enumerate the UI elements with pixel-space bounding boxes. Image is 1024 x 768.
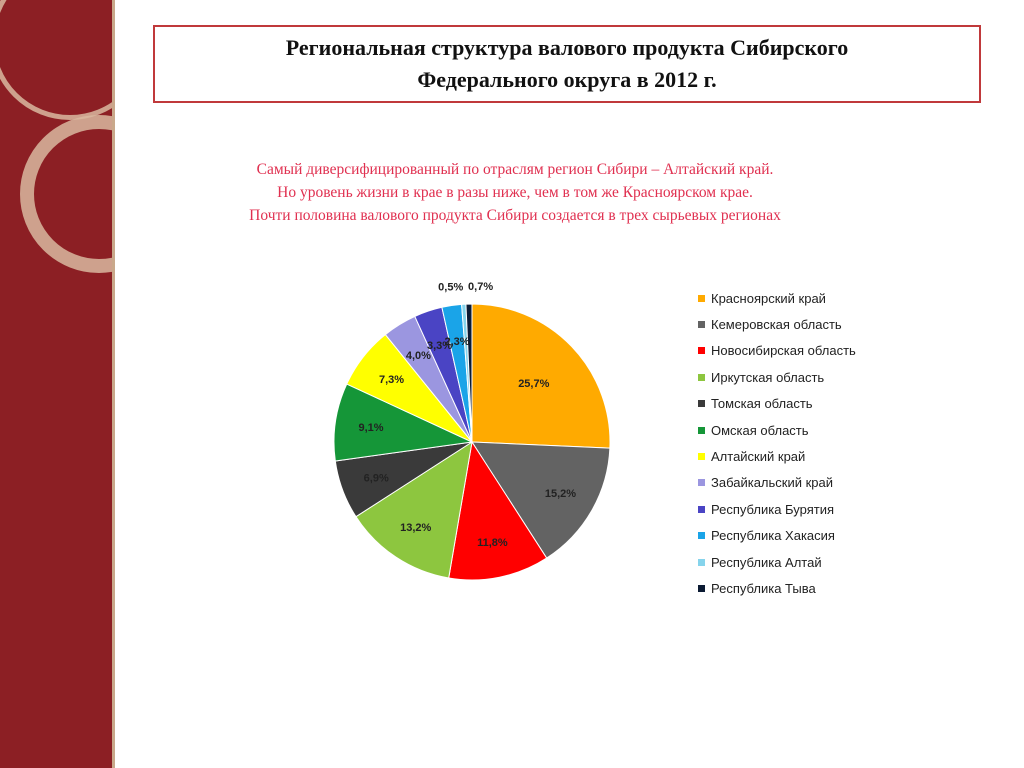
legend-swatch [698, 400, 705, 407]
legend-item-khakassia [698, 523, 856, 549]
legend-label: Иркутская область [711, 369, 825, 385]
legend-swatch [698, 585, 705, 592]
legend-swatch [698, 479, 705, 486]
legend-item-zabaikalsky [698, 470, 856, 496]
legend-item-omsk [698, 417, 856, 443]
legend-item-irkutsk [698, 364, 856, 390]
legend-label: Забайкальский край [711, 475, 834, 491]
pie-label-zabaikalsky: 4,0% [405, 350, 431, 363]
legend-item-buryatia [698, 496, 856, 522]
sidebar-divider [112, 0, 115, 768]
pie-label-kemerovo: 15,2% [544, 487, 577, 500]
legend-label: Омская область [711, 422, 809, 438]
legend-swatch [698, 532, 705, 539]
legend-item-tuva [698, 575, 856, 601]
decorative-ring [0, 0, 112, 120]
legend-label: Республика Хакасия [711, 528, 835, 544]
pie-chart [300, 250, 630, 610]
slide-note-line-2: Но уровень жизни в крае в разы ниже, чем в том же Красноярском крае. [277, 184, 753, 201]
pie-label-omsk: 9,1% [358, 422, 384, 434]
legend-label: Кемеровская область [711, 317, 842, 333]
pie-slice-krasnoyarsk [472, 304, 610, 448]
pie-label-irkutsk: 13,2% [400, 522, 432, 535]
pie-label-khakassia: 2,3% [444, 336, 470, 348]
legend-item-tomsk [698, 391, 856, 417]
legend-swatch [698, 453, 705, 460]
slide-note [200, 158, 830, 227]
pie-label-altai-republic: 0,5% [438, 281, 464, 294]
legend-label: Республика Тыва [711, 580, 816, 596]
legend-swatch [698, 427, 705, 434]
decorative-ring [20, 115, 112, 273]
legend-label: Красноярский край [711, 290, 826, 306]
chart-legend [698, 285, 856, 602]
legend-label: Новосибирская область [711, 343, 856, 359]
slide-note-line-1: Самый диверсифицированный по отраслям регион Сибири – Алтайский край. [256, 161, 774, 178]
legend-item-krasnoyarsk [698, 285, 856, 311]
pie-label-krasnoyarsk: 25,7% [518, 377, 550, 390]
slide-title-line-1: Региональная структура валового продукта Сибирского [285, 35, 849, 60]
legend-swatch [698, 347, 705, 354]
pie-label-tomsk: 6,9% [363, 472, 389, 485]
slide-note-line-3: Почти половина валового продукта Сибири создается в трех сырьевых регионах [249, 207, 781, 224]
slide-title-box [153, 25, 981, 103]
pie-label-tuva: 0,7% [468, 281, 494, 293]
pie-label-altai-krai: 7,3% [378, 374, 405, 387]
decorative-sidebar [0, 0, 112, 768]
legend-item-novosibirsk [698, 338, 856, 364]
legend-label: Республика Алтай [711, 554, 822, 570]
legend-swatch [698, 559, 705, 566]
pie-label-novosibirsk: 11,8% [477, 537, 508, 550]
slide-title-line-2: Федерального округа в 2012 г. [417, 67, 717, 92]
legend-label: Алтайский край [711, 449, 806, 465]
legend-item-altai-republic [698, 549, 856, 575]
legend-swatch [698, 321, 705, 328]
legend-swatch [698, 295, 705, 302]
pie-label-buryatia: 3,3% [426, 340, 453, 353]
legend-label: Республика Бурятия [711, 501, 835, 517]
legend-swatch [698, 374, 705, 381]
legend-swatch [698, 506, 705, 513]
legend-item-kemerovo [698, 311, 856, 337]
legend-label: Томская область [711, 396, 813, 412]
legend-item-altai-krai [698, 443, 856, 469]
slide-title [286, 32, 848, 96]
